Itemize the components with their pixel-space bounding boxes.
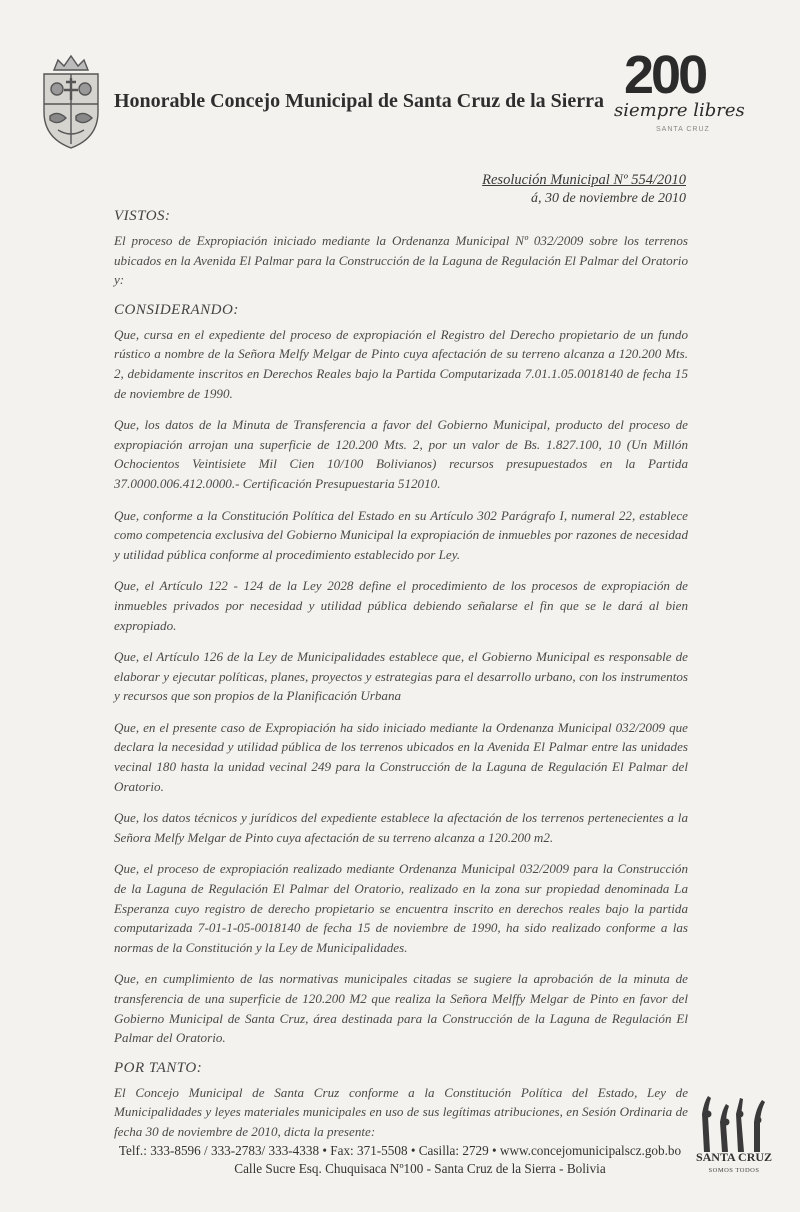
section-vistos: VISTOS:: [114, 208, 171, 224]
document-body: [114, 208, 688, 1154]
paragraph: Que, los datos de la Minuta de Transferencia a favor del Gobierno Municipal, producto del proceso de expropiación arrojan una superficie de 120.200 Mts. 2, por un valor de Bs. 1.827.100, 10 (Un Millón Ochocientos Veintisiete Mil Cien 10/100 Bolivianos) recursos presupuestados en la Partida 37.0000.006.412.0000.- Certificación Presupuestaria 512010.: [114, 417, 688, 491]
paragraph-vistos: El proceso de Expropiación iniciado mediante la Ordenanza Municipal Nº 032/2009 sobre los terrenos ubicados en la Avenida El Palmar para la Construcción de la Laguna de Regulación El Palmar del Oratorio y:: [114, 233, 688, 288]
paragraph: Que, en el presente caso de Expropiación ha sido iniciado mediante la Ordenanza Municipal 032/2009 que declara la necesidad y utilidad pública de los terrenos ubicados en la Avenida El Palmar entre las unidades vecinal 180 hasta la unidad vecinal 249 para la Construcción de la Laguna de Regulación El Palmar del Oratorio.: [114, 719, 688, 794]
paragraph: Que, el Artículo 126 de la Ley de Municipalidades establece que, el Gobierno Municipal es responsable de elaborar y ejecutar políticas, planes, proyectos y estrategias para el desarrollo urbano, con los instrumentos y recursos que son propios de la Planificación Urbana: [114, 649, 688, 704]
santa-cruz-logo-name: SANTA CRUZ: [695, 1150, 773, 1164]
paragraph: Que, el Artículo 122 - 124 de la Ley 2028 define el procedimiento de los procesos de expropiación de inmuebles privados por necesidad y utilidad pública debiendo señalarse el fin que se le dará al bien expropiado.: [114, 578, 688, 633]
section-por-tanto: POR TANTO:: [114, 1059, 203, 1076]
bicentennial-logo: [612, 44, 762, 144]
council-name: Honorable Concejo Municipal de Santa Cruz de la Sierra: [114, 90, 604, 112]
paragraph: Que, en cumplimiento de las normativas municipales citadas se sugiere la aprobación de la minuta de transferencia de una superficie de 120.200 M2 que realiza la Señora Melffy Melgar de Pinto en favor del Gobierno Municipal de Santa Cruz, área destinada para la Construcción de la Laguna de Regulación El Palmar del Oratorio.: [114, 971, 688, 1046]
paragraph: Que, conforme a la Constitución Política del Estado en su Artículo 302 Parágrafo I, numeral 22, establece como competencia exclusiva del Gobierno Municipal la expropiación de inmuebles por razones de necesidad y utilidad pública conforme al procedimiento establecido por Ley.: [114, 507, 688, 562]
coat-of-arms-icon: [36, 52, 106, 152]
bicentennial-motto: siempre libres: [614, 100, 745, 121]
paragraph: Que, el proceso de expropiación realizado mediante Ordenanza Municipal 032/2009 para la Construcción de la Laguna de Regulación El Palmar del Oratorio, realizado en la zona sur propiedad denominada La Esperanza cuyo registro de derecho propietario se encuentra inscrito en derechos reales bajo la partida computarizada 7-01-1-05-0018140 de fecha 15 de noviembre de 1990, ha sido realizado conforme a las normas de la Constitución y la Ley de Municipalidades.: [114, 861, 688, 955]
santa-cruz-logo-tagline: SOMOS TODOS: [708, 1167, 760, 1174]
footer-address: Calle Sucre Esq. Chuquisaca Nº100 - Santa Cruz de la Sierra - Bolivia: [234, 1161, 606, 1176]
resolution-date: á, 30 de noviembre de 2010: [531, 191, 686, 206]
paragraph: Que, los datos técnicos y jurídicos del expediente establece la afectación de los terrenos pertenecientes a la Señora Melfy Melgar de Pinto cuya afectación de su terreno alcanza a 120.200 m2.: [114, 810, 688, 845]
resolution-title: Resolución Municipal Nº 554/2010: [482, 172, 686, 188]
paragraph-dictum: El Concejo Municipal de Santa Cruz conforme a la Constitución Política del Estado, Ley de Municipalidades y leyes materiales municipales en uso de sus legítimas atribuciones, en Sesión Ordinaria de fecha 30 de noviembre de 2010, dicta la presente:: [114, 1084, 688, 1139]
resolution-heading: [482, 172, 686, 207]
section-considerando: CONSIDERANDO:: [114, 301, 239, 318]
bicentennial-number: 200: [624, 45, 706, 105]
footer: [0, 1142, 800, 1178]
paragraph: Que, cursa en el expediente del proceso de expropiación el Registro del Derecho propietario de un fundo rústico a nombre de la Señora Melfy Melgar de Pinto cuya afectación de su terreno alcanza a 120.200 Mts. 2, debidamente inscritos en Derechos Reales bajo la Partida Computarizada 7.01.1.05.0018140 de fecha 15 de noviembre de 1990.: [114, 326, 688, 401]
bicentennial-city: SANTA CRUZ: [656, 126, 710, 133]
footer-contact: Telf.: 333-8596 / 333-2783/ 333-4338 • Fax: 371-5508 • Casilla: 2729 • www.concejomunicipalscz.gob.bo: [118, 1143, 682, 1158]
